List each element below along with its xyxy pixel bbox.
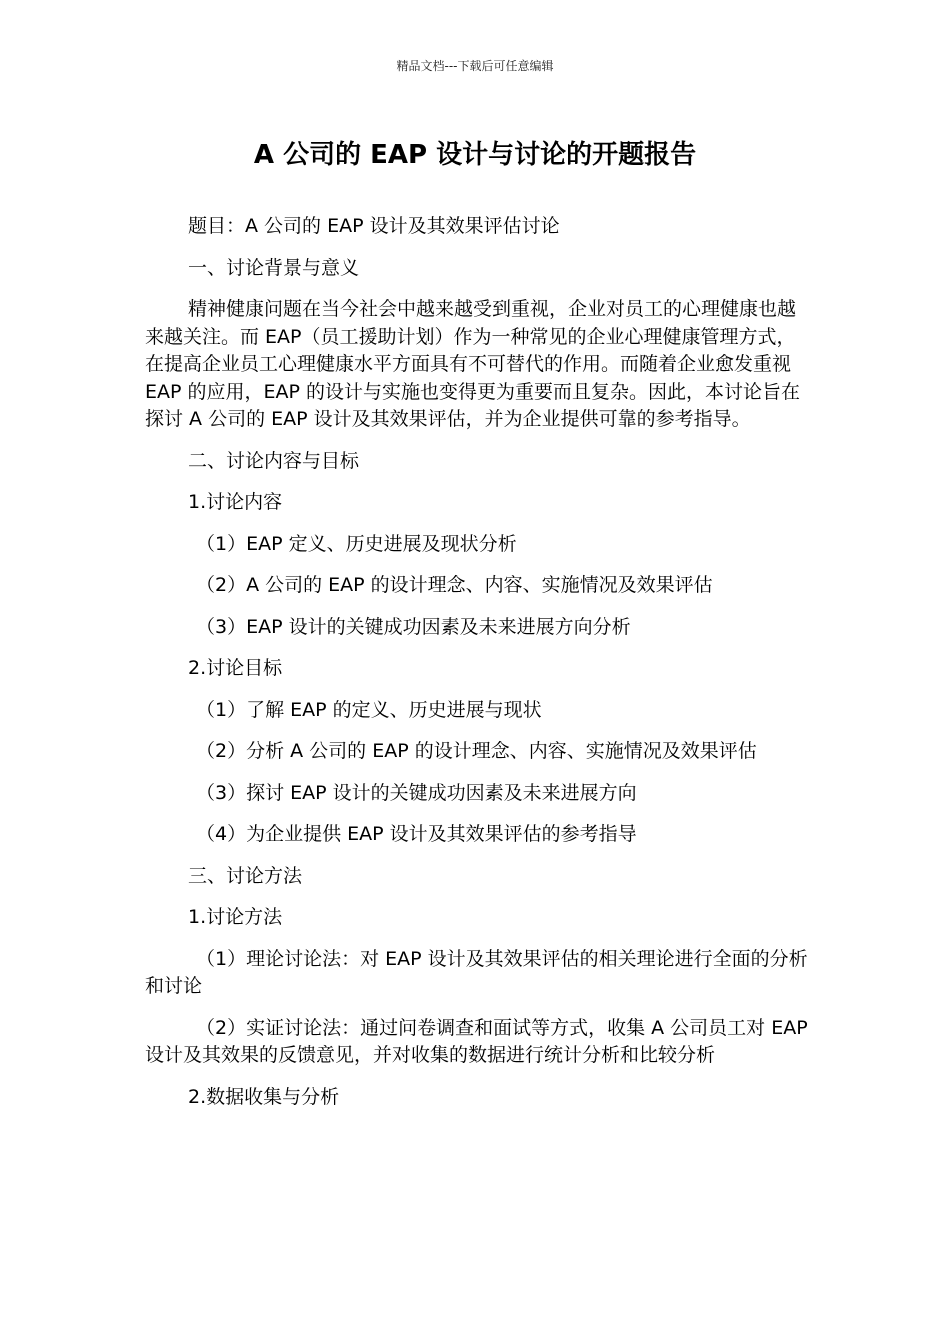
method-paragraph-empirical: （2）实证讨论法：通过问卷调查和面试等方式，收集 A 公司员工对 EAP 设计及其效果的反馈意见，并对收集的数据进行统计分析和比较分析 [145,1016,808,1066]
list-item: （2）分析 A 公司的 EAP 的设计理念、内容、实施情况及效果评估 [196,740,757,762]
list-item: （2）A 公司的 EAP 的设计理念、内容、实施情况及效果评估 [196,574,713,596]
document-body [145,213,810,1125]
list-item: （3）EAP 设计的关键成功因素及未来进展方向分析 [196,615,631,638]
background-paragraph: 精神健康问题在当今社会中越来越受到重视，企业对员工的心理健康也越来越关注。而 EAP（员工援助计划）作为一种常见的企业心理健康管理方式，在提高企业员工心理健康水平方面具有不可替代的作用。而随着企业愈发重视 EAP 的应用，EAP 的设计与实施也变得更为重要而且复杂。因此，本讨论旨在探讨 A 公司的 EAP 设计及其效果评估，并为企业提供可靠的参考指导。 [145,298,801,430]
topic-line: 题目：A 公司的 EAP 设计及其效果评估讨论 [188,215,560,237]
section-heading-background: 一、讨论背景与意义 [188,256,360,279]
subheading-content: 1.讨论内容 [188,491,283,513]
document-title: A 公司的 EAP 设计与讨论的开题报告 [253,140,697,170]
method-paragraph-theory: （1）理论讨论法：对 EAP 设计及其效果评估的相关理论进行全面的分析和讨论 [145,947,808,997]
list-item: （1）了解 EAP 的定义、历史进展与现状 [196,698,542,721]
section-heading-methods: 三、讨论方法 [188,864,303,887]
page-header-note: 精品文档---下载后可任意编辑 [396,59,554,73]
list-item: （4）为企业提供 EAP 设计及其效果评估的参考指导 [196,823,637,845]
list-item: （3）探讨 EAP 设计的关键成功因素及未来进展方向 [196,781,637,804]
subheading-methods: 1.讨论方法 [188,906,283,928]
section-heading-content-goals: 二、讨论内容与目标 [188,449,360,472]
subheading-goals: 2.讨论目标 [188,657,283,679]
list-item: （1）EAP 定义、历史进展及现状分析 [196,532,517,555]
subheading-data-collection: 2.数据收集与分析 [188,1085,340,1108]
